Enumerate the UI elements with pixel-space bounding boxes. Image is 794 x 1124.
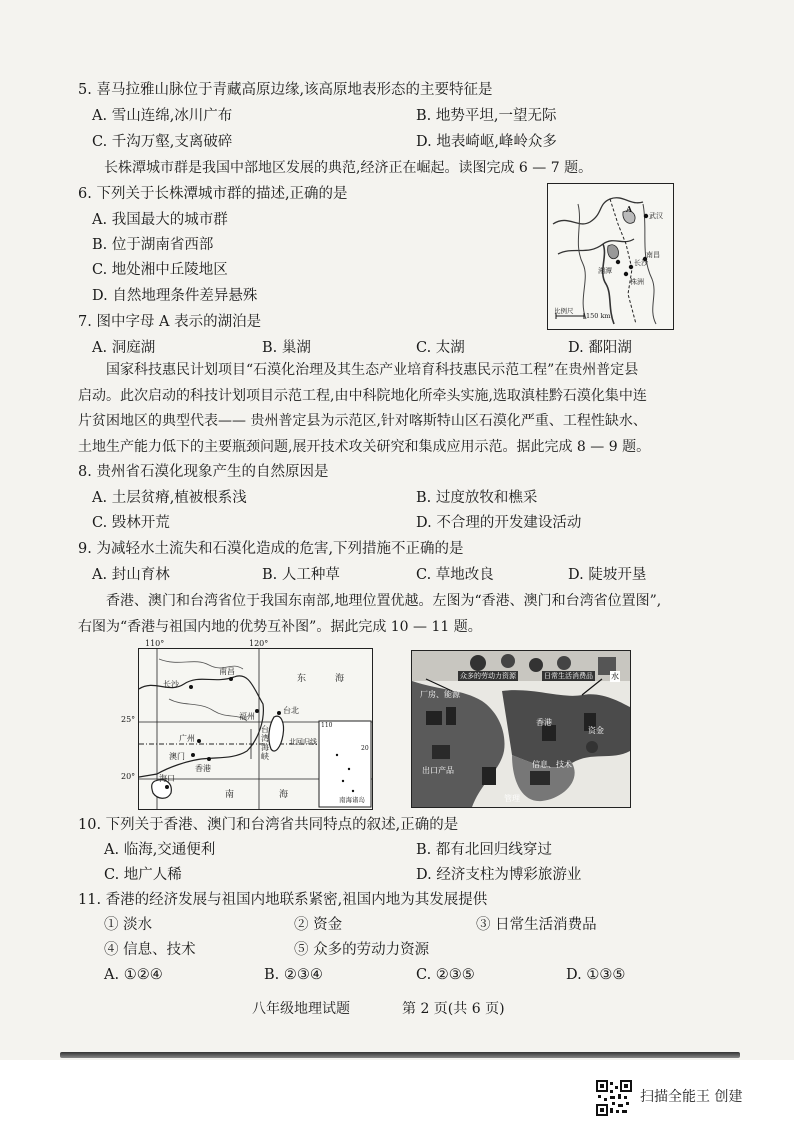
label-hongkong: 香港 [536,718,552,727]
intro-8-9-line-1: 国家科技惠民计划项目“石漠化治理及其生态产业培育科技惠民示范工程”在贵州普定县 [106,362,639,378]
q9-option-c: C. 草地改良 [416,567,494,583]
footer-title: 八年级地理试题 [252,1001,350,1017]
label-guangzhou: 广州 [179,734,195,743]
label-water: 水 [611,672,619,681]
label-donghai-1: 东 [297,674,307,684]
label-scale: 比例尺 [554,307,574,315]
label-export: 出口产品 [422,766,454,775]
q11-stem: 11. 香港的经济发展与祖国内地联系紧密,祖国内地为其发展提供 [78,892,488,908]
q5-stem: 5. 喜马拉雅山脉位于青藏高原边缘,该高原地表形态的主要特征是 [78,82,493,98]
label-scale-km: 150 km [586,312,611,320]
q8-option-b: B. 过度放牧和樵采 [416,490,538,506]
q7-option-d: D. 鄱阳湖 [568,340,632,356]
qr-code-icon [596,1080,632,1116]
q10-option-c: C. 地广人稀 [104,867,182,883]
q10-stem: 10. 下列关于香港、澳门和台湾省共同特点的叙述,正确的是 [78,817,459,833]
hk-macau-taiwan-map [121,639,373,810]
q10-option-b: B. 都有北回归线穿过 [416,842,552,858]
hk-mainland-complement-map [411,650,631,808]
strait-char-2: 湾 [261,734,269,743]
q9-option-d: D. 陡坡开垦 [568,567,647,583]
intro-6-7: 长株潭城市群是我国中部地区发展的典范,经济正在崛起。读图完成 6 — 7 题。 [104,160,593,176]
q5-option-b: B. 地势平坦,一望无际 [416,108,557,124]
q9-stem: 9. 为减轻水土流失和石漠化造成的危害,下列措施不正确的是 [78,541,464,557]
lon-120-label: 120° [249,639,269,648]
q8-stem: 8. 贵州省石漠化现象产生的自然原因是 [78,464,329,480]
label-nanhai-1: 南 [225,790,235,800]
label-fuzhou: 福州 [239,712,255,721]
lon-110-label: 110° [145,639,165,648]
q6-option-b: B. 位于湖南省西部 [92,237,214,253]
intro-8-9-line-3: 片贫困地区的典型代表—— 贵州普定县为示范区,针对喀斯特山区石漠化严重、工程性缺水、 [78,413,647,429]
q11-option-d: D. ①③⑤ [566,967,626,983]
q5-option-d: D. 地表崎岖,峰岭众多 [416,134,557,150]
strait-char-3: 海 [261,743,269,752]
label-labor: 众多的劳动力资源 [460,672,516,680]
q11-option-a: A. ①②④ [104,967,163,983]
label-nanhai-2: 海 [279,790,289,800]
q9-option-a: A. 封山育林 [92,567,170,583]
label-consumer-goods: 日常生活消费品 [544,672,593,680]
intro-8-9-line-2: 启动。此次启动的科技计划项目示范工程,由中科院地化所牵头实施,选取滇桂黔石漠化集中连 [78,387,647,404]
intro-10-11-line-1: 香港、澳门和台湾省位于我国东南部,地理位置优越。左图为“香港、澳门和台湾省位置图”, [106,593,662,609]
q6-option-c: C. 地处湘中丘陵地区 [92,262,228,278]
q6-stem: 6. 下列关于长株潭城市群的描述,正确的是 [78,186,348,202]
q11-option-c: C. ②③⑤ [416,967,475,983]
strait-char-4: 峡 [261,752,269,761]
intro-8-9 [78,358,758,460]
watermark-text: 扫描全能王 创建 [640,1089,743,1105]
strait-char-1: 台 [261,725,269,734]
label-lake-a: A [626,204,633,214]
intro-10-11-line-2: 右图为“香港与祖国内地的优势互补图”。据此完成 10 — 11 题。 [78,618,482,635]
label-info-tech: 信息、技术 [532,760,572,769]
q9-option-b: B. 人工种草 [262,567,340,583]
scan-edge-shadow [60,1052,740,1058]
label-zhuzhou: 株洲 [630,278,644,286]
q11-item-4: ④ 信息、技术 [104,942,196,958]
q11-item-1: ① 淡水 [104,917,153,933]
label-taiwan-strait [261,725,269,761]
q7-option-b: B. 巢湖 [262,340,311,356]
q8-option-d: D. 不合理的开发建设活动 [416,515,582,531]
q5-option-c: C. 千沟万壑,支离破碎 [92,134,233,150]
q7-option-a: A. 洞庭湖 [92,340,156,356]
cszt-map [547,183,674,330]
inset-lat-label: 20 [361,745,369,752]
label-nanchang-left: 南昌 [219,667,235,676]
intro-10-11 [78,589,758,640]
label-factory-energy: 厂房、能源 [420,690,460,699]
label-changsha: 长沙 [634,259,648,267]
label-aomen: 澳门 [169,752,185,761]
inset-lon-label: 110 [321,722,333,729]
label-wuhan: 武汉 [649,212,663,220]
q5-option-a: A. 雪山连绵,冰川广布 [92,108,233,124]
label-xianggang: 香港 [195,764,211,773]
label-xiangtan: 湘潭 [598,267,612,275]
q11-item-5: ⑤ 众多的劳动力资源 [294,942,430,958]
label-changsha-left: 长沙 [163,680,179,689]
q10-option-a: A. 临海,交通便利 [104,842,216,858]
inset-south-sea-label: 南海诸岛 [339,796,365,804]
label-haikou: 海口 [159,774,175,783]
q11-item-2: ② 资金 [294,917,343,933]
footer-page-number: 第 2 页(共 6 页) [402,1001,505,1017]
label-taibei: 台北 [283,706,299,715]
q7-option-c: C. 太湖 [416,340,465,356]
q6-option-a: A. 我国最大的城市群 [92,212,228,228]
q11-item-3: ③ 日常生活消费品 [476,917,597,933]
label-nanchang: 南昌 [646,251,660,259]
label-donghai-2: 海 [335,674,345,684]
q7-stem: 7. 图中字母 A 表示的湖泊是 [78,314,262,330]
q11-option-b: B. ②③④ [264,967,323,983]
label-management: 管理 [504,794,520,803]
q6-option-d: D. 自然地理条件差异悬殊 [92,288,258,304]
q8-option-a: A. 土层贫瘠,植被根系浅 [92,490,247,506]
label-capital: 资金 [588,726,604,735]
q10-option-d: D. 经济支柱为博彩旅游业 [416,867,582,883]
label-tropic: 北回归线 [289,738,317,746]
lat-20-label: 20° [121,772,136,781]
intro-8-9-line-4: 土地生产能力低下的主要瓶颈问题,展开技术攻关研究和集成应用示范。据此完成 8 — 9 题。 [78,438,651,455]
lat-25-label: 25° [121,715,136,724]
q8-option-c: C. 毁林开荒 [92,515,170,531]
